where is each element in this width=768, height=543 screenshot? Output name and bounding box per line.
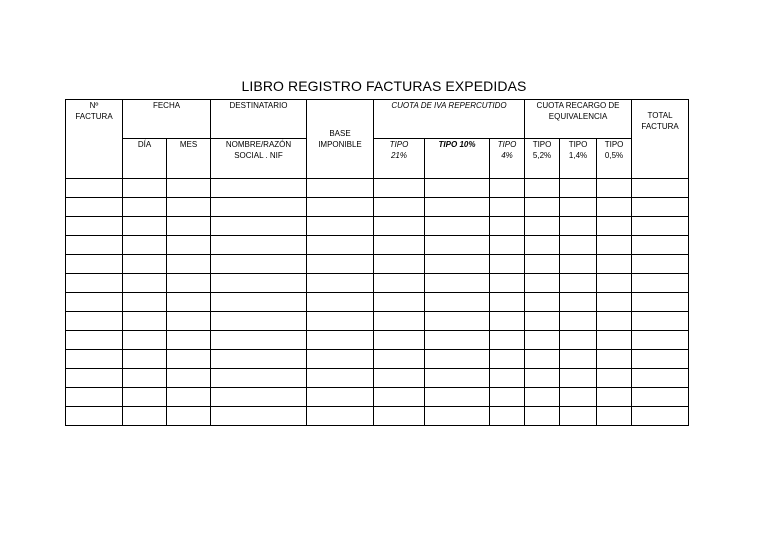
table-cell (307, 217, 374, 236)
header-tipo-5-2: TIPO 5,2% (525, 139, 560, 179)
table-cell (632, 407, 689, 426)
table-cell (597, 388, 632, 407)
table-cell (167, 331, 211, 350)
table-cell (560, 274, 597, 293)
table-cell (66, 312, 123, 331)
table-cell (560, 350, 597, 369)
table-cell (66, 331, 123, 350)
table-cell (374, 179, 425, 198)
table-cell (597, 179, 632, 198)
table-cell (632, 331, 689, 350)
table-cell (123, 388, 167, 407)
table-cell (525, 217, 560, 236)
table-cell (211, 350, 307, 369)
table-cell (490, 407, 525, 426)
table-cell (374, 293, 425, 312)
table-cell (123, 274, 167, 293)
table-cell (167, 388, 211, 407)
table-cell (167, 293, 211, 312)
table-cell (525, 388, 560, 407)
table-row (66, 217, 689, 236)
table-cell (490, 217, 525, 236)
header-destinatario: DESTINATARIO (211, 100, 307, 139)
table-cell (597, 369, 632, 388)
table-cell (123, 369, 167, 388)
table-cell (425, 255, 490, 274)
header-row-bottom (66, 139, 689, 179)
header-tipo-10: TIPO 10% (425, 139, 490, 179)
table-cell (307, 407, 374, 426)
table-cell (632, 255, 689, 274)
table-cell (307, 255, 374, 274)
table-cell (374, 350, 425, 369)
table-cell (560, 293, 597, 312)
table-row (66, 274, 689, 293)
table-cell (632, 293, 689, 312)
table-row (66, 198, 689, 217)
table-row (66, 407, 689, 426)
table-cell (560, 198, 597, 217)
table-cell (211, 293, 307, 312)
table-cell (167, 274, 211, 293)
table-cell (490, 388, 525, 407)
table-row (66, 369, 689, 388)
table-cell (525, 179, 560, 198)
table-cell (632, 274, 689, 293)
table-cell (167, 179, 211, 198)
table-cell (560, 388, 597, 407)
table-cell (66, 407, 123, 426)
table-cell (425, 198, 490, 217)
header-cuota-iva: CUOTA DE IVA REPERCUTIDO (374, 100, 525, 139)
table-cell (490, 369, 525, 388)
table-cell (597, 236, 632, 255)
table-cell (66, 388, 123, 407)
invoice-ledger-table (65, 99, 689, 426)
table-cell (632, 179, 689, 198)
table-cell (425, 293, 490, 312)
table-cell (525, 274, 560, 293)
header-fecha: FECHA (123, 100, 211, 139)
header-dia: DÍA (123, 139, 167, 179)
header-mes: MES (167, 139, 211, 179)
table-cell (490, 274, 525, 293)
table-cell (374, 312, 425, 331)
table-cell (425, 407, 490, 426)
table-cell (307, 236, 374, 255)
header-cuota-recargo: CUOTA RECARGO DE EQUIVALENCIA (525, 100, 632, 139)
table-cell (490, 179, 525, 198)
table-cell (597, 255, 632, 274)
table-cell (211, 198, 307, 217)
table-cell (632, 217, 689, 236)
table-cell (123, 236, 167, 255)
table-cell (211, 236, 307, 255)
table-cell (123, 407, 167, 426)
table-cell (123, 217, 167, 236)
table-cell (211, 179, 307, 198)
table-cell (123, 293, 167, 312)
header-total-factura: TOTAL FACTURA (632, 100, 689, 179)
table-cell (597, 407, 632, 426)
table-cell (66, 217, 123, 236)
table-cell (123, 198, 167, 217)
table-cell (66, 350, 123, 369)
table-cell (211, 255, 307, 274)
table-cell (597, 198, 632, 217)
header-numero-factura: Nº FACTURA (66, 100, 123, 179)
table-cell (123, 312, 167, 331)
table-cell (167, 217, 211, 236)
table-cell (167, 312, 211, 331)
table-row (66, 255, 689, 274)
table-cell (560, 236, 597, 255)
table-row (66, 350, 689, 369)
table-cell (211, 388, 307, 407)
table-cell (374, 388, 425, 407)
header-tipo-4: TIPO 4% (490, 139, 525, 179)
table-cell (123, 179, 167, 198)
table-cell (307, 293, 374, 312)
table-cell (66, 274, 123, 293)
table-cell (374, 198, 425, 217)
table-cell (66, 236, 123, 255)
table-cell (490, 293, 525, 312)
table-cell (211, 369, 307, 388)
table-row (66, 179, 689, 198)
table-cell (211, 274, 307, 293)
table-cell (525, 255, 560, 274)
table-cell (307, 369, 374, 388)
table-cell (307, 388, 374, 407)
table-cell (632, 236, 689, 255)
table-cell (167, 407, 211, 426)
table-cell (525, 236, 560, 255)
table-cell (374, 369, 425, 388)
table-cell (374, 217, 425, 236)
table-cell (374, 274, 425, 293)
header-nombre-razon: NOMBRE/RAZÓN SOCIAL . NIF (211, 139, 307, 179)
table-cell (597, 274, 632, 293)
table-cell (374, 236, 425, 255)
table-cell (525, 350, 560, 369)
table-cell (307, 331, 374, 350)
table-cell (560, 255, 597, 274)
table-cell (307, 179, 374, 198)
table-cell (211, 407, 307, 426)
table-cell (123, 350, 167, 369)
table-cell (632, 198, 689, 217)
table-cell (425, 312, 490, 331)
table-cell (167, 236, 211, 255)
table-cell (425, 236, 490, 255)
table-cell (525, 407, 560, 426)
table-cell (123, 255, 167, 274)
table-cell (525, 293, 560, 312)
table-cell (597, 293, 632, 312)
table-cell (167, 198, 211, 217)
table-cell (211, 312, 307, 331)
table-cell (66, 179, 123, 198)
table-cell (425, 217, 490, 236)
table-cell (525, 312, 560, 331)
table-cell (560, 179, 597, 198)
table-cell (560, 369, 597, 388)
table-cell (525, 331, 560, 350)
table-cell (374, 255, 425, 274)
table-cell (66, 369, 123, 388)
table-cell (425, 274, 490, 293)
table-cell (374, 407, 425, 426)
table-cell (307, 350, 374, 369)
table-cell (374, 331, 425, 350)
table-cell (66, 255, 123, 274)
header-base-imponible: BASE IMPONIBLE (307, 100, 374, 179)
table-cell (66, 198, 123, 217)
table-cell (425, 350, 490, 369)
table-cell (490, 312, 525, 331)
table-cell (560, 331, 597, 350)
table-cell (425, 388, 490, 407)
table-cell (560, 217, 597, 236)
table-cell (597, 217, 632, 236)
table-cell (490, 198, 525, 217)
table-cell (632, 369, 689, 388)
table-cell (560, 407, 597, 426)
table-row (66, 312, 689, 331)
table-cell (490, 350, 525, 369)
header-tipo-21: TIPO 21% (374, 139, 425, 179)
table-cell (490, 236, 525, 255)
header-row-top (66, 100, 689, 139)
table-cell (66, 293, 123, 312)
table-cell (632, 350, 689, 369)
table-cell (425, 331, 490, 350)
table-cell (525, 369, 560, 388)
table-row (66, 236, 689, 255)
table-cell (490, 331, 525, 350)
table-cell (632, 312, 689, 331)
table-cell (307, 198, 374, 217)
table-cell (167, 255, 211, 274)
table-cell (167, 369, 211, 388)
ledger-body (66, 179, 689, 426)
page-title: LIBRO REGISTRO FACTURAS EXPEDIDAS (241, 78, 527, 94)
table-cell (597, 331, 632, 350)
table-cell (123, 331, 167, 350)
table-cell (490, 255, 525, 274)
table-cell (425, 369, 490, 388)
table-cell (167, 350, 211, 369)
table-cell (307, 312, 374, 331)
table-cell (525, 198, 560, 217)
table-cell (211, 217, 307, 236)
table-row (66, 331, 689, 350)
table-cell (597, 350, 632, 369)
table-cell (211, 331, 307, 350)
header-tipo-1-4: TIPO 1,4% (560, 139, 597, 179)
table-cell (597, 312, 632, 331)
table-cell (307, 274, 374, 293)
table-row (66, 388, 689, 407)
table-row (66, 293, 689, 312)
table-cell (425, 179, 490, 198)
table-cell (560, 312, 597, 331)
table-cell (632, 388, 689, 407)
header-tipo-0-5: TIPO 0,5% (597, 139, 632, 179)
